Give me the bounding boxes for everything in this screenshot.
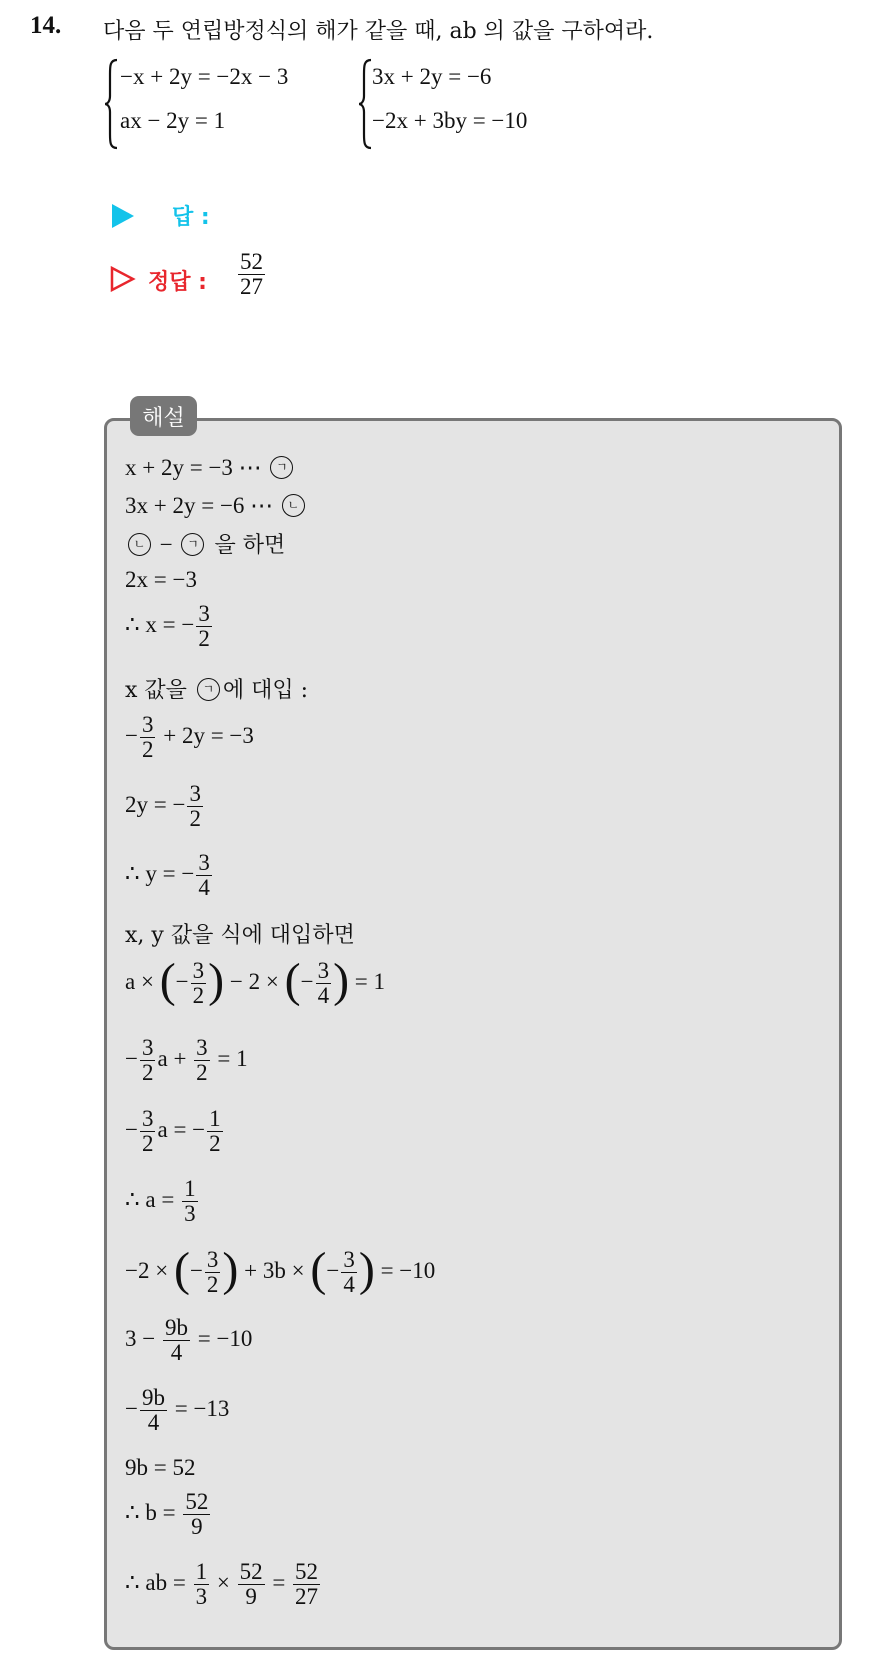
solution-line-11: a × (− $\frac{3}{2}$ ) − 2 × (− $\frac{3}{4}$ ) = 1 [125, 954, 386, 1008]
solution-box [104, 418, 842, 1650]
solution-line-4: 2x = −3 [125, 567, 197, 592]
solution-line-1: x + 2y = −3 ⋯ ㄱ [125, 455, 296, 481]
solution-line-10: x, y 값을 식에 대입하면 [125, 923, 355, 948]
question-number: 14. [30, 12, 62, 39]
solution-line-14: ∴ a = $\frac{1}{3}$ [125, 1176, 196, 1227]
solution-line-16: 3 − $\frac{9b}{4}$ = −10 [125, 1315, 253, 1366]
solution-line-9: ∴ y = − $\frac{3}{4}$ [125, 850, 210, 901]
system-left-eq1: −x + 2y = −2x − 3 [120, 64, 289, 89]
circled-giyeok-icon: ㄱ [197, 678, 220, 701]
solution-line-7: − $\frac{3}{2}$ + 2y = −3 [125, 712, 254, 763]
circled-nieun-icon: ㄴ [282, 494, 305, 517]
answer-marker-icon [110, 203, 136, 229]
solution-line-12: − $\frac{3}{2}$ a + $\frac{3}{2}$ = 1 [125, 1035, 248, 1086]
correct-answer-label: 정답 : [148, 270, 207, 295]
circled-giyeok-icon: ㄱ [181, 533, 204, 556]
solution-line-18: 9b = 52 [125, 1455, 196, 1480]
left-brace-icon [104, 58, 118, 150]
system-right-eq2: −2x + 3by = −10 [372, 108, 528, 133]
solution-line-20: ∴ ab = $\frac{1}{3}$ × $\frac{52}{9}$ = $\frac{52}{27}$ [125, 1559, 319, 1610]
correct-marker-icon [110, 266, 136, 292]
system-left [104, 58, 344, 154]
answer-label: 답 : [172, 205, 210, 230]
solution-line-3: ㄴ − ㄱ 을 하면 [125, 528, 285, 559]
system-right [358, 58, 598, 154]
solution-line-17: − $\frac{9b}{4}$ = −13 [125, 1385, 230, 1436]
solution-tag: 해설 [130, 396, 197, 436]
system-right-eq1: 3x + 2y = −6 [372, 64, 492, 89]
solution-line-8: 2y = − $\frac{3}{2}$ [125, 781, 201, 832]
solution-line-5: ∴ x = − $\frac{3}{2}$ [125, 601, 210, 652]
solution-line-6: x 값을 ㄱ 에 대입 : [125, 678, 309, 703]
circled-nieun-icon: ㄴ [128, 533, 151, 556]
solution-line-15: −2 × (− $\frac{3}{2}$ ) + 3b × (− $\frac{3}{4}$ ) = −10 [125, 1243, 436, 1297]
circled-giyeok-icon: ㄱ [270, 456, 293, 479]
solution-line-2: 3x + 2y = −6 ⋯ ㄴ [125, 493, 308, 519]
solution-line-13: − $\frac{3}{2}$ a = − $\frac{1}{2}$ [125, 1106, 221, 1157]
question-text: 다음 두 연립방정식의 해가 같을 때, ab 의 값을 구하여라. [103, 19, 654, 44]
system-left-eq2: ax − 2y = 1 [120, 108, 226, 133]
correct-answer-value: $\frac{52}{27}$ [240, 249, 263, 300]
right-brace-icon [358, 58, 372, 150]
solution-line-19: ∴ b = $\frac{52}{9}$ [125, 1489, 209, 1540]
